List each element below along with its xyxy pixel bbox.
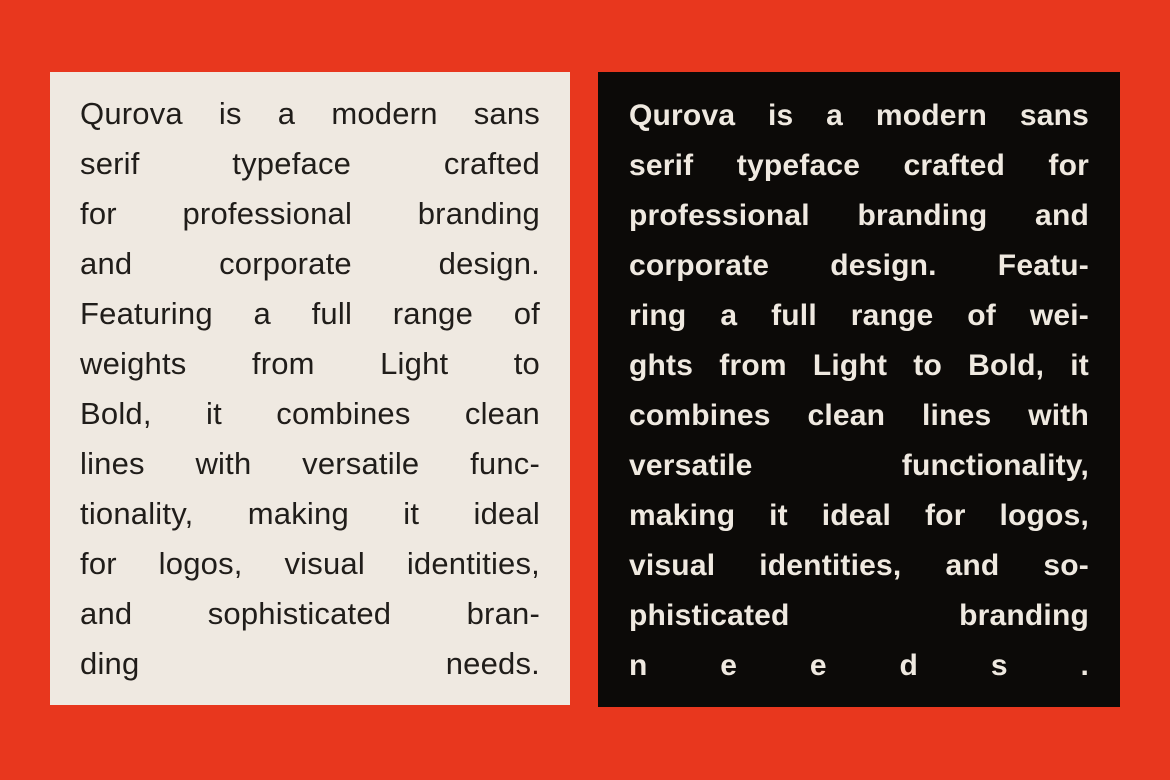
specimen-text-line: for logos, visual identities, (80, 546, 540, 581)
specimen-text-line: ring a full range of wei- (629, 299, 1089, 332)
specimen-text-line: Qurova is a modern sans (80, 96, 540, 131)
specimen-text-line: tionality, making it ideal (80, 496, 540, 531)
specimen-text-line: and corporate design. (80, 246, 540, 281)
bold-weight-specimen-panel (598, 72, 1120, 707)
specimen-text-line: serif typeface crafted (80, 146, 540, 181)
specimen-text-line: corporate design. Featu- (629, 249, 1089, 282)
specimen-text-line: ghts from Light to Bold, it (629, 349, 1089, 382)
light-weight-specimen-panel (50, 72, 570, 705)
specimen-text-line: combines clean lines with (629, 399, 1089, 432)
specimen-text-line: Featuring a full range of (80, 296, 540, 331)
specimen-text-line: n e e d s . (629, 649, 1089, 682)
specimen-text-line: versatile functionality, (629, 449, 1089, 482)
specimen-text-line: Qurova is a modern sans (629, 99, 1089, 132)
specimen-text-line: professional branding and (629, 199, 1089, 232)
specimen-text-line: weights from Light to (80, 346, 540, 381)
specimen-text-line: ding needs. (80, 646, 540, 681)
specimen-text-line: phisticated branding (629, 599, 1089, 632)
specimen-text-line: for professional branding (80, 196, 540, 231)
specimen-text-line: Bold, it combines clean (80, 396, 540, 431)
specimen-text-line: lines with versatile func- (80, 446, 540, 481)
specimen-text-line: making it ideal for logos, (629, 499, 1089, 532)
specimen-text-line: visual identities, and so- (629, 549, 1089, 582)
specimen-text-line: serif typeface crafted for (629, 149, 1089, 182)
specimen-text-line: and sophisticated bran- (80, 596, 540, 631)
